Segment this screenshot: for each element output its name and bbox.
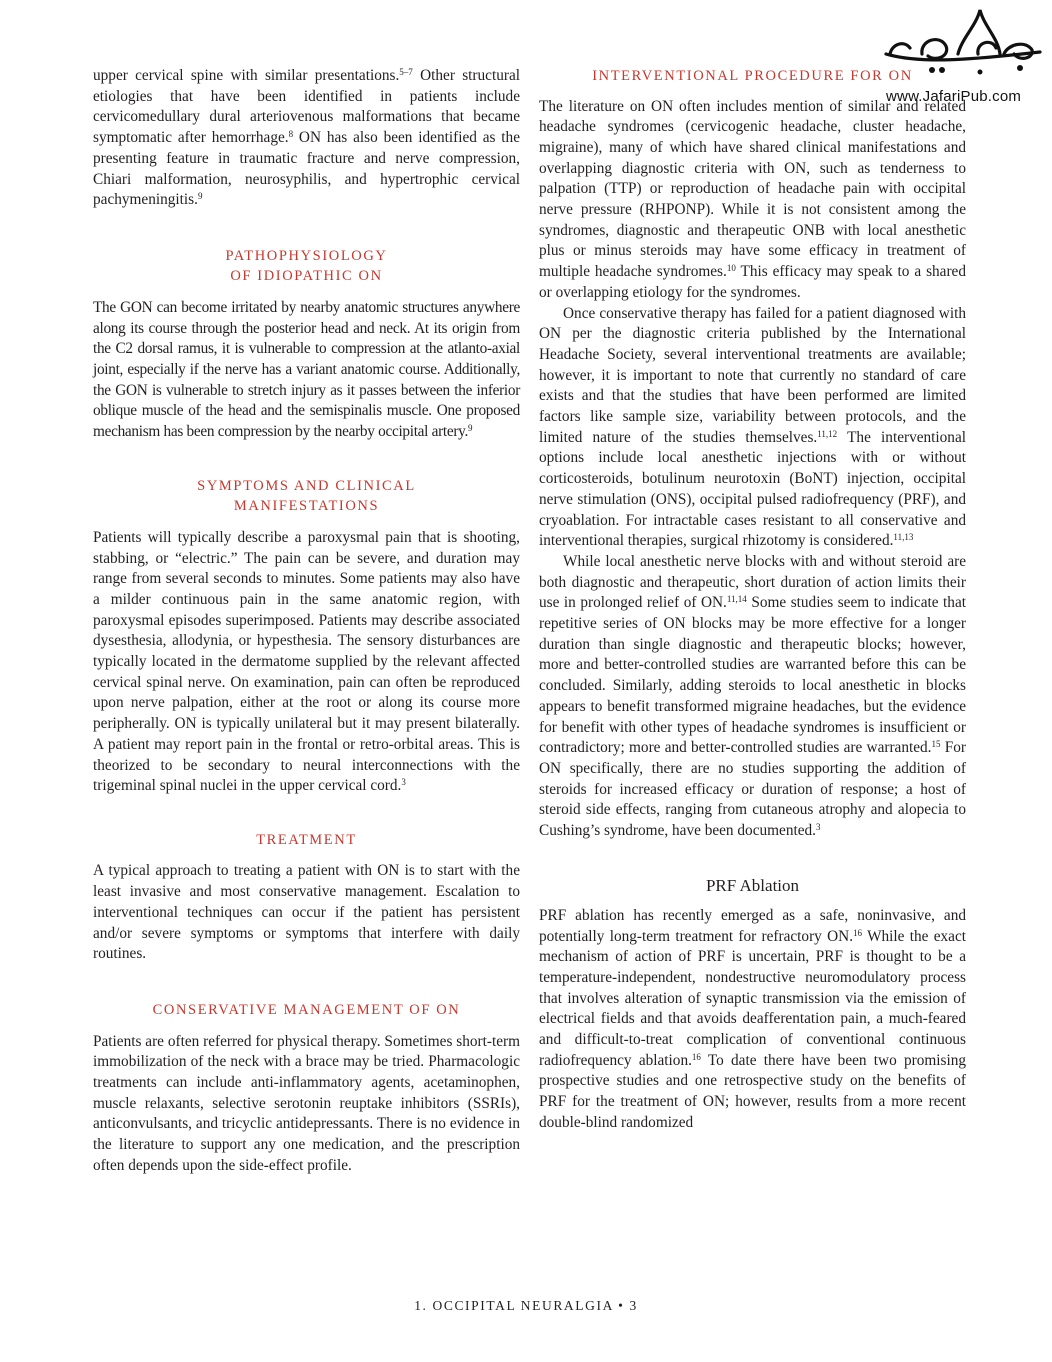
watermark-url: www.JafariPub.com [886, 88, 1022, 105]
interventional-paragraph-3: While local anesthetic nerve blocks with and without steroid are both diagnostic and therapeutic, short duration of action limits their use in prolonged relief of ON.$^{11,14}$ Some studies seem to indicate that repetitive series of ON blocks may be more effective for a longer duration than single diagnostic and therapeutic blocks; however, more and better-controlled studies are warranted before this can be concluded. Similarly, adding steroids to local anesthetic in blocks appears to benefit transformed migraine headaches, but the evidence for benefit with other types of headache syndromes is insufficient or contradictory; more and better-controlled studies are warranted.$^{15}$ For ON specifically, there are no studies supporting the addition of steroids for increased efficacy or duration of response; a host of steroid side effects, ranging from cutaneous atrophy and alopecia to Cushing’s syndrome, have been documented.$^3$ [539, 552, 967, 840]
right-column [539, 66, 966, 1134]
left-column [93, 66, 520, 1176]
section-heading-conservative-management: CONSERVATIVE MANAGEMENT OF ON [152, 1002, 461, 1018]
pathophysiology-paragraph: The GON can become irritated by nearby anatomic structures anywhere along its course through the posterior head and neck. At its origin from the C2 dorsal ramus, it is vulnerable to compression at the atlanto-axial joint, especially if the nerve has a variant anatomic course. Additionally, the GON is vulnerable to stretch injury as it passes between the inferior oblique muscle of the head and the semispinalis muscle. One proposed mechanism has been compression by the nearby occipital artery.$^9$ [93, 298, 520, 441]
treatment-paragraph: A typical approach to treating a patient with ON is to start with the least invasive and most conservative management. Escalation to interventional techniques can occur if the patient has persistent and/or severe symptoms or symptoms that interfere with daily routines. [93, 862, 520, 963]
page-footer: 1. OCCIPITAL NEURALGIA • 3 [414, 1298, 638, 1313]
interventional-paragraph-2: Once conservative therapy has failed for a patient diagnosed with ON per the diagnostic criteria published by the International Headache Society, several interventional treatments are available; however, it is important to note that currently no standard of care exists and that the studies that have been performed are limited factors like sample size, variability between protocols, and the limited nature of the studies themselves.$^{11,12}$ The interventional options include local anesthetic injections with or without corticosteroids, botulinum neurotoxin (BoNT) injection, occipital nerve stimulation (ONS), occipital pulsed radiofrequency (PRF), and cryoablation. For intractable cases resistant to all conservative and interventional therapies, surgical rhizotomy is considered.$^{11,13}$ [539, 304, 966, 550]
section-heading-symptoms: SYMPTOMS AND CLINICAL MANIFESTATIONS [197, 477, 416, 515]
subsection-heading-prf-ablation: PRF Ablation [705, 875, 800, 895]
intro-paragraph: upper cervical spine with similar presentations.$^{5-7}$ Other structural etiologies that have been identified in patients include cervicomedullary dural arteriovenous malformations that became symptomatic after hemorrhage.$^8$ ON has also been identified as the presenting feature in traumatic fracture and nerve compression, Chiari malformation, neurosyphilis, and hypertrophic cervical pachymeningitis.$^9$ [93, 67, 520, 209]
conservative-management-paragraph: Patients are often referred for physical therapy. Sometimes short-term immobilization of the neck with a brace may be tried. Pharmacologic treatments can include anti-inflammatory agents, acetaminophen, muscle relaxants, selective serotonin reuptake inhibitors (SSRIs), anticonvulsants, and tricyclic antidepressants. There is no evidence in the literature to support any one medication, and the prescription often depends upon the side-effect profile. [93, 1032, 520, 1174]
prf-paragraph: PRF ablation has recently emerged as a safe, noninvasive, and potentially long-term treatment for refractory ON.$^{16}$ While the exact mechanism of action of PRF is uncertain, PRF is thought to be a temperature-independent, nondestructive neuromodulatory process that involves alteration of synaptic transmission via the emission of electrical fields and that avoids deafferentation pain, a much-feared and difficult-to-treat complication of conventional continuous radiofrequency ablation.$^{16}$ To date there have been two promising prospective studies and one retrospective study on the benefits of PRF for the treatment of ON; however, results from a more recent double-blind randomized [539, 906, 966, 1131]
section-heading-interventional: INTERVENTIONAL PROCEDURE FOR ON [592, 68, 913, 84]
section-heading-pathophysiology: PATHOPHYSIOLOGY OF IDIOPATHIC ON [225, 247, 388, 285]
symptoms-paragraph: Patients will typically describe a paroxysmal pain that is shooting, stabbing, or “electric.” The pain can be severe, and duration may range from several seconds to minutes. Some patients may also have a milder continuous pain in the same anatomic region, with paroxysmal episodes superimposed. Patients may describe associated dysesthesia, allodynia, or hypesthesia. The sensory disturbances are typically located in the dermatome supplied by the relevant affected cervical spinal nerve. On examination, pain can often be reproduced upon nerve palpation, either at the root or along its course more peripherally. ON is typically unilateral but it may present bilaterally. A patient may report pain in the frontal or retro-orbital areas. This is theorized to be secondary to neural interconnections with the trigeminal spinal nuclei in the upper cervical cord.$^3$ [93, 528, 520, 795]
section-heading-treatment: TREATMENT [256, 831, 357, 848]
interventional-paragraph-1: The literature on ON often includes mention of similar and related headache syndromes (cervicogenic headache, cluster headache, migraine), many of which have shared clinical manifestations and overlapping diagnostic criteria with ON, such as tenderness to palpation (TTP) or reproduction of headache pain with occipital nerve pressure (RHPONP). While it is not consistent among the syndromes, diagnostic and therapeutic ONB with local anesthetic plus or minus steroids may have some efficacy in treatment of multiple headache syndromes.$^{10}$ This efficacy may speak to a shared or overlapping etiology for the syndromes. [539, 97, 966, 301]
